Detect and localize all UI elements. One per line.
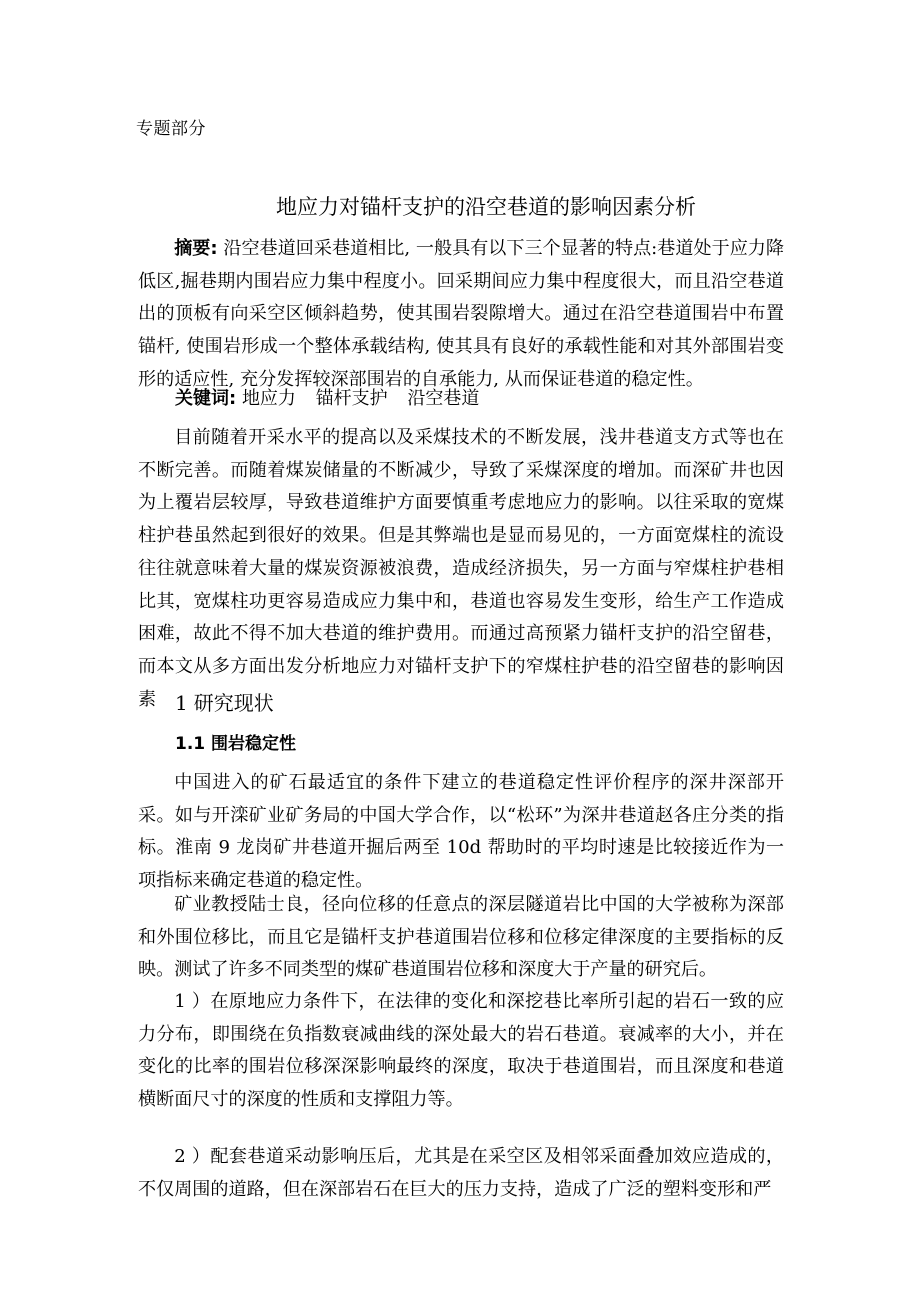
keyword-item: 锚杆支护 [315,388,388,409]
keyword-item: 沿空巷道 [407,388,480,409]
body-paragraph: 矿业教授陆士良，径向位移的任意点的深层隧道岩比中国的大学被称为深部和外围位移比，而且它是锚杆支护巷道围岩位移和位移定律深度的主要指标的反映。测试了许多不同类型的煤矿巷道围岩位移和深度大于产量的研究后。 [138,894,784,981]
section-heading [175,688,274,718]
body-paragraph: 中国进入的矿石最适宜的条件下建立的巷道稳定性评价程序的深井深部开采。如与开滦矿业矿务局的中国大学合作，以“松环”为深井巷道赵各庄分类的指标。淮南 9 龙岗矿井巷道开掘后两至 10d 帮助时的平均时速是比较接近作为一项指标来确定巷道的稳定性。 [138,772,784,892]
section-title: 研究现状 [193,691,274,715]
keywords-line [175,385,493,413]
subsection-heading: 1.1 围岩稳定性 [175,734,297,754]
document-title: 地应力对锚杆支护的沿空巷道的影响因素分析 [276,195,696,219]
section-number: 1 [175,691,188,715]
section-label: 专题部分 [136,119,206,139]
keywords-label: 关键词: [175,388,237,409]
abstract-text: 沿空巷道回采巷道相比, 一般具有以下三个显著的特点:巷道处于应力降低区,掘巷期内围岩应力集中程度小。回采期间应力集中程度很大，而且沿空巷道出的顶板有向采空区倾斜趋势，使其围岩裂隙增大。通过在沿空巷道围岩中布置锚杆, 使围岩形成一个整体承载结构, 使其具有良好的承载性能和对其外部围岩变形的适应性, 充分发挥较深部围岩的自承能力, 从而保证巷道的稳定性。 [138,238,784,390]
intro-paragraph: 目前随着开采水平的提高以及采煤技术的不断发展，浅井巷道支方式等也在不断完善。而随着煤炭储量的不断减少，导致了采煤深度的增加。而深矿井也因为上覆岩层较厚，导致巷道维护方面要慎重考虑地应力的影响。以往采取的宽煤柱护巷虽然起到很好的效果。但是其弊端也是显而易见的，一方面宽煤柱的流设往往就意味着大量的煤炭资源被浪费，造成经济损失，另一方面与窄煤柱护巷相比其，宽煤柱功更容易造成应力集中和，巷道也容易发生变形，给生产工作造成困难，故此不得不加大巷道的维护费用。而通过高预紧力锚杆支护的沿空留巷，而本文从多方面出发分析地应力对锚杆支护下的窄煤柱护巷的沿空留巷的影响因素 [138,427,784,710]
keyword-item: 地应力 [241,388,296,409]
abstract-paragraph [138,233,784,397]
body-paragraph: 1 ）在原地应力条件下，在法律的变化和深挖巷比率所引起的岩石一致的应力分布，即围绕在负指数衰减曲线的深处最大的岩石巷道。衰减率的大小，并在变化的比率的围岩位移深深影响最终的深度，取决于巷道围岩，而且深度和巷道横断面尺寸的深度的性质和支撑阻力等。 [138,991,784,1111]
body-paragraph: 2 ）配套巷道采动影响压后，尤其是在采空区及相邻采面叠加效应造成的，不仅周围的道路，但在深部岩石在巨大的压力支持，造成了广泛的塑料变形和严 [138,1146,784,1200]
abstract-label: 摘要: [174,238,218,259]
